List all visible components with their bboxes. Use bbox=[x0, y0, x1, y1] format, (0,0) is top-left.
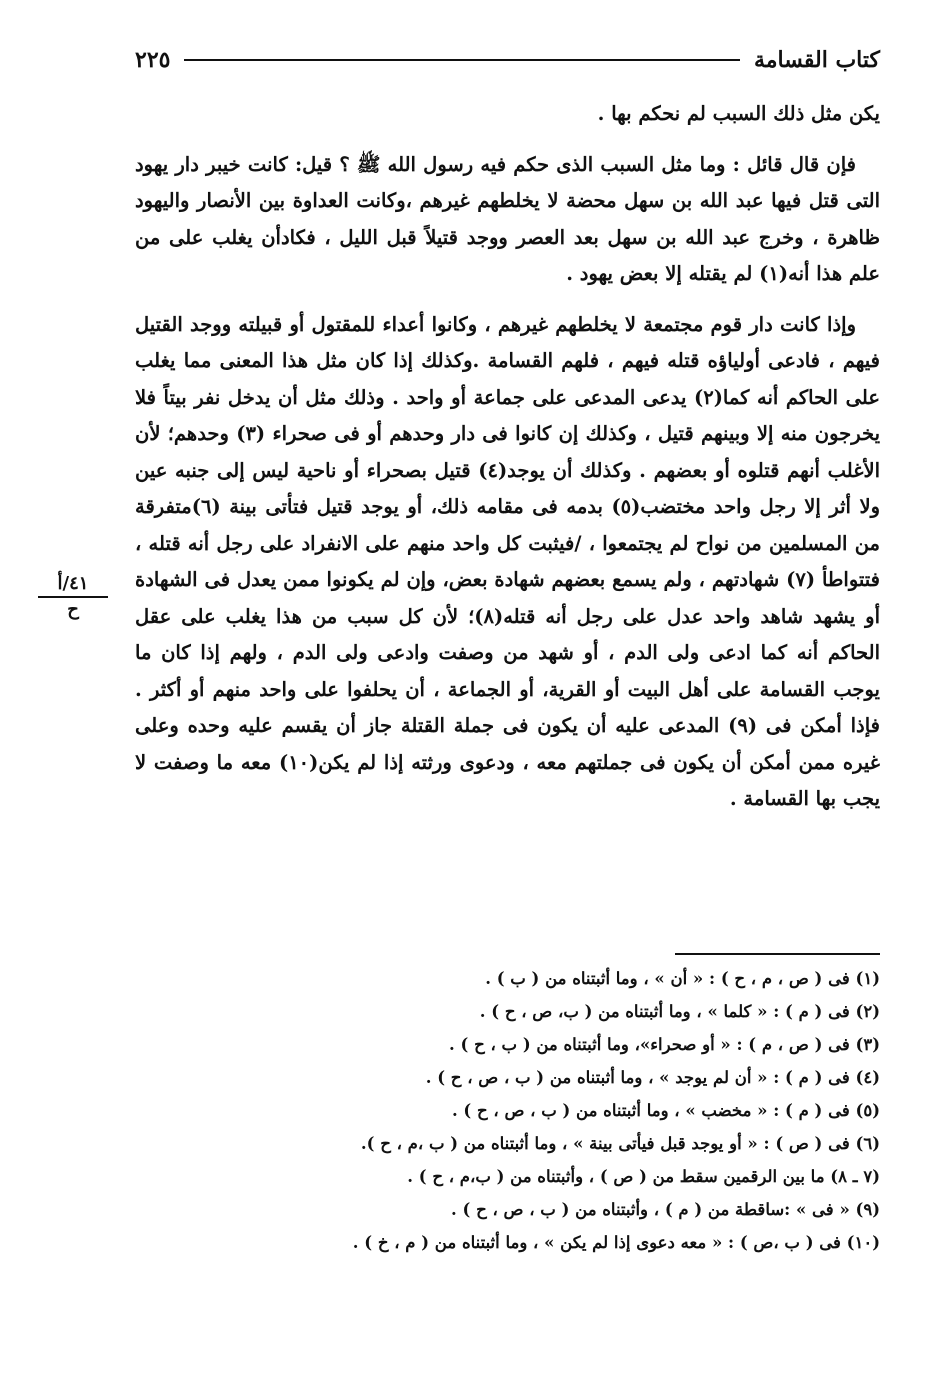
footnote-separator bbox=[675, 953, 880, 955]
running-header bbox=[135, 40, 880, 80]
footnotes bbox=[135, 962, 880, 1259]
footnote-1: (١) فى ( ص ، م ، ح ) : « أن » ، وما أثبتناه من ( ب ) . bbox=[485, 969, 880, 988]
footnote-7-8: (٧ ـ ٨) ما بين الرقمين سقط من ( ص ) ، وأثبتناه من ( ب،م ، ح ) . bbox=[407, 1167, 880, 1186]
footnote-9: (٩) « فى » :ساقطة من ( م ) ، وأثبتناه من ( ب ، ص ، ح ) . bbox=[451, 1200, 880, 1219]
footnote-3: (٣) فى ( ص ، م ) : « أو صحراء»، وما أثبتناه من ( ب ، ح ) . bbox=[449, 1035, 880, 1054]
paragraph-1: يكن مثل ذلك السبب لم نحكم بها . bbox=[597, 102, 880, 125]
paragraph-2: فإن قال قائل : وما مثل السبب الذى حكم فيه رسول الله ﷺ ؟ قيل: كانت خيبر دار يهود التى قتل فيها عبد الله بن سهل محضة لا يخلطهم غيرهم ،وكانت العداوة بين الأنصار واليهود ظاهرة ، وخرج عبد الله بن سهل بعد العصر ووجد قتيلاً قبل الليل ، فكادأن يغلب على من علم هذا أنه(١) لم يقتله إلا بعض يهود . bbox=[135, 152, 880, 285]
header-rule bbox=[184, 59, 740, 61]
paragraph-3: وإذا كانت دار قوم مجتمعة لا يخلطهم غيرهم ، وكانوا أعداء للمقتول أو قبيلته ووجد القتيل فيهم ، فادعى أولياؤه قتله فيهم ، فلهم القسامة .وكذلك إذا كان مثل هذا المعنى مما يغلب على الحاكم أنه كما(٢) يدعى المدعى على جماعة أو واحد . وذلك مثل أن يدخل نفر بيتاً فلا يخرجون منه إلا وبينهم قتيل ، وكذلك إن كانوا فى دار وحدهم أو فى صحراء (٣) وحدهم؛ لأن الأغلب أنهم قتلوه أو بعضهم . وكذلك أن يوجد(٤) قتيل بصحراء أو ناحية ليس إلى جنبه عين ولا أثر إلا رجل واحد مختضب(٥) بدمه فى مقامه ذلك، أو يوجد قتيل فتأتى بينة (٦)متفرقة من المسلمين من نواح لم يجتمعوا ، /فيثبت كل واحد منهم على الانفراد على رجل أنه قتله ، فتتواطأ (٧) شهادتهم ، ولم يسمع بعضهم شهادة بعض، وإن لم يكونوا ممن يعدل فى الشهادة أو يشهد شاهد واحد عدل على رجل أنه قتله(٨)؛ لأن كل سبب من هذا يغلب على عقل الحاكم أنه كما ادعى ولى الدم ، أو شهد من وصفت وادعى ولى الدم ، ولهم إذا كان ما يوجب القسامة على أهل البيت أو القرية، أو الجماعة ، أن يحلفوا على واحد منهم أو أكثر . فإذا أمكن فى (٩) المدعى عليه أن يكون فى جملة القتلة جاز أن يقسم عليه وحده وعلى غيره ممن أمكن أن يكون فى جملتهم معه ، ودعوى ورثته إذا لم يكن(١٠) معه ما وصفت لا يجب بها القسامة . bbox=[135, 312, 880, 810]
footnote-6: (٦) فى ( ص ) : « أو يوجد قبل فيأتى بينة » ، وما أثبتناه من ( ب ،م ، ح ). bbox=[360, 1134, 880, 1153]
manuscript-folio-marker bbox=[38, 574, 108, 620]
footnote-10: (١٠) فى ( ب ،ص ) : « معه دعوى إذا لم يكن » ، وما أثبتناه من ( م ، خ ) . bbox=[352, 1233, 880, 1252]
footnote-4: (٤) فى ( م ) : « أن لم يوجد » ، وما أثبتناه من ( ب ، ص ، ح ) . bbox=[425, 1068, 880, 1087]
footnote-2: (٢) فى ( م ) : « كلما » ، وما أثبتناه من ( ب، ص ، ح ) . bbox=[479, 1002, 880, 1021]
manuscript-siglum: ح bbox=[67, 598, 79, 620]
folio-number: ٤١/أ bbox=[38, 574, 108, 598]
footnote-5: (٥) فى ( م ) : « مخضب » ، وما أثبتناه من ( ب ، ص ، ح ) . bbox=[451, 1101, 880, 1120]
main-text bbox=[135, 96, 880, 832]
page-number: ٢٢٥ bbox=[135, 47, 171, 73]
book-title: كتاب القسامة bbox=[753, 47, 880, 73]
